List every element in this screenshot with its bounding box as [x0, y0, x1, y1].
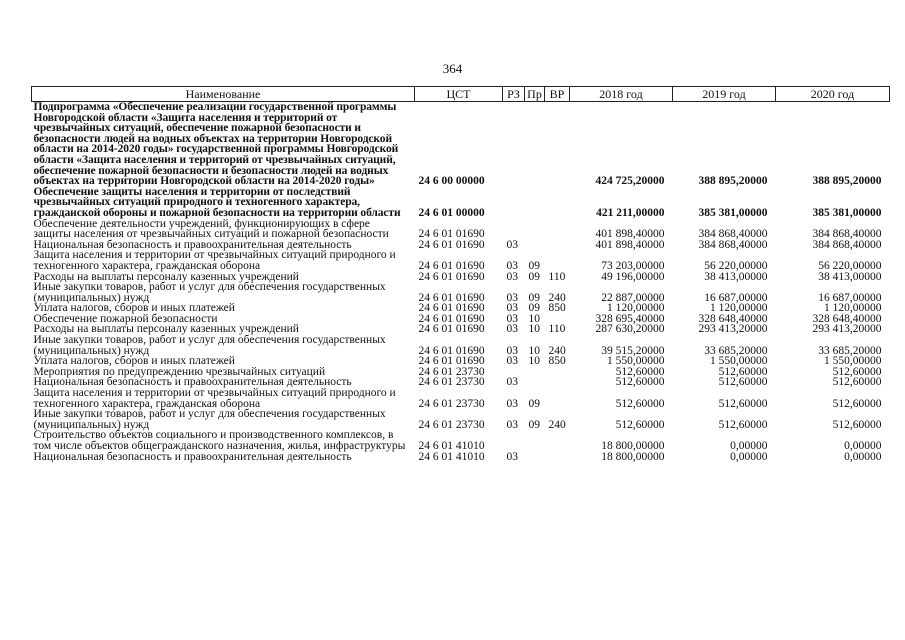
row-2020: 1 120,00000: [824, 302, 882, 315]
row-pr: [525, 430, 545, 451]
row-2018: 22 887,00000: [601, 291, 665, 304]
row-name: Расходы на выплаты персоналу казенных учреждений: [33, 323, 299, 336]
row-2018: 512,60000: [615, 397, 665, 410]
row-cst: 24 6 01 41010: [418, 440, 485, 452]
row-vr: [545, 367, 570, 378]
table-row: [32, 452, 890, 463]
row-rz: 03: [506, 259, 518, 272]
row-cst: 24 6 01 01690: [418, 312, 485, 325]
row-name: Иные закупки товаров, работ и услуг для обеспечения государственных (муниципальных) нужд: [33, 334, 386, 357]
row-2020: 384 868,40000: [812, 238, 882, 251]
header-name: Наименование: [32, 87, 415, 102]
row-2019: 16 687,00000: [704, 291, 768, 304]
row-pr: 10: [528, 344, 540, 357]
row-vr: [545, 219, 570, 240]
row-pr: 09: [528, 302, 540, 315]
row-name: Строительство объектов социального и производственного комплексов, в том числе объектов общегражданского назначения, жилья, инфраструктуры: [33, 429, 406, 452]
row-2019: 384 868,40000: [698, 238, 768, 251]
row-2020: 1 550,00000: [824, 355, 882, 368]
row-pr: [525, 240, 545, 251]
row-pr: [525, 452, 545, 463]
row-pr: 10: [528, 323, 540, 336]
row-name: Подпрограмма «Обеспечение реализации государственной программы Новгородской области «Защита населения и территорий от чрезвычайных ситуаций, обеспечение пожарной безопасности и безопасности людей на водных объектах на территории Новгородской области на 2014-2020 годы» государственной программы Новгородской области «Защита населения и территорий от чрезвычайных ситуаций, обеспечение пожарной безопасности и безопасности людей на водных объектах на территории Новгородской области на 2014-2020 годы»: [33, 101, 399, 188]
row-name: Защита населения и территории от чрезвычайных ситуаций природного и техногенного характера, гражданская оборона: [33, 249, 396, 272]
row-name: Обеспечение деятельности учреждений, функционирующих в сфере защиты населения от чрезвычайных ситуаций и пожарной безопасности: [33, 217, 389, 241]
row-rz: 03: [506, 323, 518, 336]
row-vr: 240: [548, 344, 566, 357]
row-2019: 38 413,00000: [704, 270, 768, 283]
row-2020: 512,60000: [832, 376, 882, 389]
row-2018: 287 630,20000: [595, 323, 665, 336]
table-row: [32, 388, 890, 409]
row-cst: 24 6 01 01690: [418, 259, 485, 272]
row-rz: 03: [506, 344, 518, 357]
row-rz: [503, 430, 525, 451]
row-name: Национальная безопасность и правоохранительная деятельность: [33, 376, 352, 389]
table-row: [32, 219, 890, 240]
row-name: Уплата налогов, сборов и иных платежей: [33, 355, 235, 368]
row-2019: 0,00000: [730, 450, 768, 463]
row-2018: 512,60000: [615, 365, 665, 378]
row-rz: 03: [506, 312, 518, 325]
row-name: Защита населения и территории от чрезвычайных ситуаций природного и техногенного характера, гражданская оборона: [33, 387, 396, 410]
row-pr: 09: [528, 418, 540, 431]
row-2019: 388 895,20000: [698, 175, 768, 188]
row-2019: 33 685,20000: [704, 344, 768, 357]
row-pr: 09: [528, 270, 540, 283]
table-body: [32, 102, 890, 463]
row-name: Мероприятия по предупреждению чрезвычайных ситуаций: [33, 365, 326, 378]
table-row: [32, 409, 890, 430]
row-cst: 24 6 01 41010: [418, 450, 485, 463]
row-rz: 03: [506, 302, 518, 315]
row-cst: 24 6 01 23730: [418, 418, 485, 431]
row-cst: 24 6 01 01690: [418, 228, 485, 241]
table-row: [32, 335, 890, 356]
row-vr: [545, 430, 570, 451]
row-name: Национальная безопасность и правоохранительная деятельность: [33, 238, 352, 251]
row-vr: [545, 240, 570, 251]
row-2018: 512,60000: [615, 376, 665, 389]
row-pr: 09: [528, 291, 540, 304]
row-cst: 24 6 01 01690: [418, 270, 485, 283]
row-pr: 09: [528, 397, 540, 410]
row-2020: 56 220,00000: [818, 259, 882, 272]
row-2020: 328 648,40000: [812, 312, 882, 325]
row-2018: 421 211,00000: [596, 206, 665, 219]
row-2018: 512,60000: [615, 418, 665, 431]
row-2018: 424 725,20000: [595, 175, 665, 188]
row-2018: 401 898,40000: [595, 228, 665, 241]
row-pr: [525, 367, 545, 378]
row-2019: 0,00000: [730, 440, 768, 452]
row-2019: 384 868,40000: [698, 228, 768, 241]
row-pr: [525, 219, 545, 240]
row-vr: [545, 102, 570, 187]
row-rz: 03: [506, 355, 518, 368]
row-cst: 24 6 01 01690: [418, 238, 485, 251]
row-2018: 328 695,40000: [595, 312, 665, 325]
table-row: [32, 282, 890, 303]
row-2018: 1 550,00000: [607, 355, 665, 368]
row-2020: 388 895,20000: [812, 175, 882, 188]
row-rz: [503, 102, 525, 187]
row-name: Обеспечение пожарной безопасности: [33, 312, 218, 325]
row-name: Расходы на выплаты персоналу казенных учреждений: [33, 270, 299, 283]
row-vr: [545, 187, 570, 219]
row-2020: 16 687,00000: [818, 291, 882, 304]
header-cst: ЦСТ: [415, 87, 503, 102]
row-rz: 03: [506, 450, 518, 463]
row-pr: 10: [528, 355, 540, 368]
header-2020: 2020 год: [776, 87, 890, 102]
row-rz: [503, 187, 525, 219]
header-pr: Пр: [525, 87, 545, 102]
row-name: Уплата налогов, сборов и иных платежей: [33, 302, 235, 315]
row-2019: 293 413,20000: [698, 323, 768, 336]
row-2019: 56 220,00000: [704, 259, 768, 272]
row-2020: 0,00000: [844, 450, 882, 463]
row-cst: 24 6 00 00000: [418, 175, 485, 188]
row-vr: 850: [548, 355, 566, 368]
row-2020: 33 685,20000: [818, 344, 882, 357]
row-cst: 24 6 01 23730: [418, 376, 485, 389]
row-vr: 240: [548, 291, 566, 304]
header-vr: ВР: [545, 87, 570, 102]
row-2020: 512,60000: [832, 397, 882, 410]
row-2018: 1 120,00000: [607, 302, 665, 315]
row-2018: 39 515,20000: [601, 344, 665, 357]
row-2019: 512,60000: [718, 418, 768, 431]
row-rz: 03: [506, 397, 518, 410]
row-rz: [503, 219, 525, 240]
row-vr: [545, 377, 570, 388]
row-pr: [525, 102, 545, 187]
row-2018: 49 196,00000: [601, 270, 665, 283]
row-cst: 24 6 01 01690: [418, 323, 485, 336]
table-header-row: [32, 87, 890, 102]
header-2019: 2019 год: [673, 87, 776, 102]
row-rz: 03: [506, 238, 518, 251]
page-number: 364: [442, 61, 463, 76]
table-row: [32, 430, 890, 451]
row-vr: 110: [548, 270, 566, 283]
row-2019: 512,60000: [718, 397, 768, 410]
row-2020: 512,60000: [832, 365, 882, 378]
row-cst: 24 6 01 23730: [418, 365, 485, 378]
row-2020: 385 381,00000: [812, 206, 882, 219]
row-2020: 293 413,20000: [812, 323, 882, 336]
row-vr: [545, 388, 570, 409]
row-vr: [545, 452, 570, 463]
row-2019: 512,60000: [718, 376, 768, 389]
row-vr: 110: [548, 323, 566, 336]
row-2019: 328 648,40000: [698, 312, 768, 325]
table-row: [32, 250, 890, 271]
row-2020: 512,60000: [832, 418, 882, 431]
row-cst: 24 6 01 01690: [418, 355, 485, 368]
row-name: Обеспечение защиты населения и территории от последствий чрезвычайных ситуаций природного и техногенного характера, гражданской обороны и пожарной безопасности на территории области: [33, 185, 401, 219]
row-vr: 240: [548, 418, 566, 431]
table-row: [32, 187, 890, 219]
row-cst: 24 6 01 23730: [418, 397, 485, 410]
header-rz: РЗ: [503, 87, 525, 102]
row-vr: [545, 250, 570, 271]
row-vr: 850: [548, 302, 566, 315]
row-cst: 24 6 01 01690: [418, 302, 485, 315]
row-pr: 10: [528, 312, 540, 325]
row-2019: 1 120,00000: [710, 302, 768, 315]
row-2019: 385 381,00000: [698, 206, 768, 219]
row-name: Иные закупки товаров, работ и услуг для обеспечения государственных (муниципальных) нужд: [33, 281, 386, 304]
row-2020: 38 413,00000: [818, 270, 882, 283]
row-rz: 03: [506, 376, 518, 389]
row-2020: 0,00000: [844, 440, 882, 452]
row-2018: 18 800,00000: [601, 440, 665, 452]
row-rz: 03: [506, 270, 518, 283]
row-name: Иные закупки товаров, работ и услуг для обеспечения государственных (муниципальных) нужд: [33, 408, 386, 431]
row-2018: 18 800,00000: [601, 450, 665, 463]
row-pr: [525, 377, 545, 388]
budget-table: [31, 86, 890, 462]
header-2018: 2018 год: [570, 87, 673, 102]
row-cst: 24 6 01 00000: [418, 206, 485, 219]
row-2020: 384 868,40000: [812, 228, 882, 241]
row-2019: 512,60000: [718, 365, 768, 378]
table-row: [32, 102, 890, 187]
row-rz: 03: [506, 291, 518, 304]
row-cst: 24 6 01 01690: [418, 344, 485, 357]
row-2018: 401 898,40000: [595, 238, 665, 251]
row-pr: [525, 187, 545, 219]
row-rz: 03: [506, 418, 518, 431]
row-pr: 09: [528, 259, 540, 272]
row-name: Национальная безопасность и правоохранительная деятельность: [33, 450, 352, 463]
row-cst: 24 6 01 01690: [418, 291, 485, 304]
row-2019: 1 550,00000: [710, 355, 768, 368]
row-2018: 73 203,00000: [601, 259, 665, 272]
